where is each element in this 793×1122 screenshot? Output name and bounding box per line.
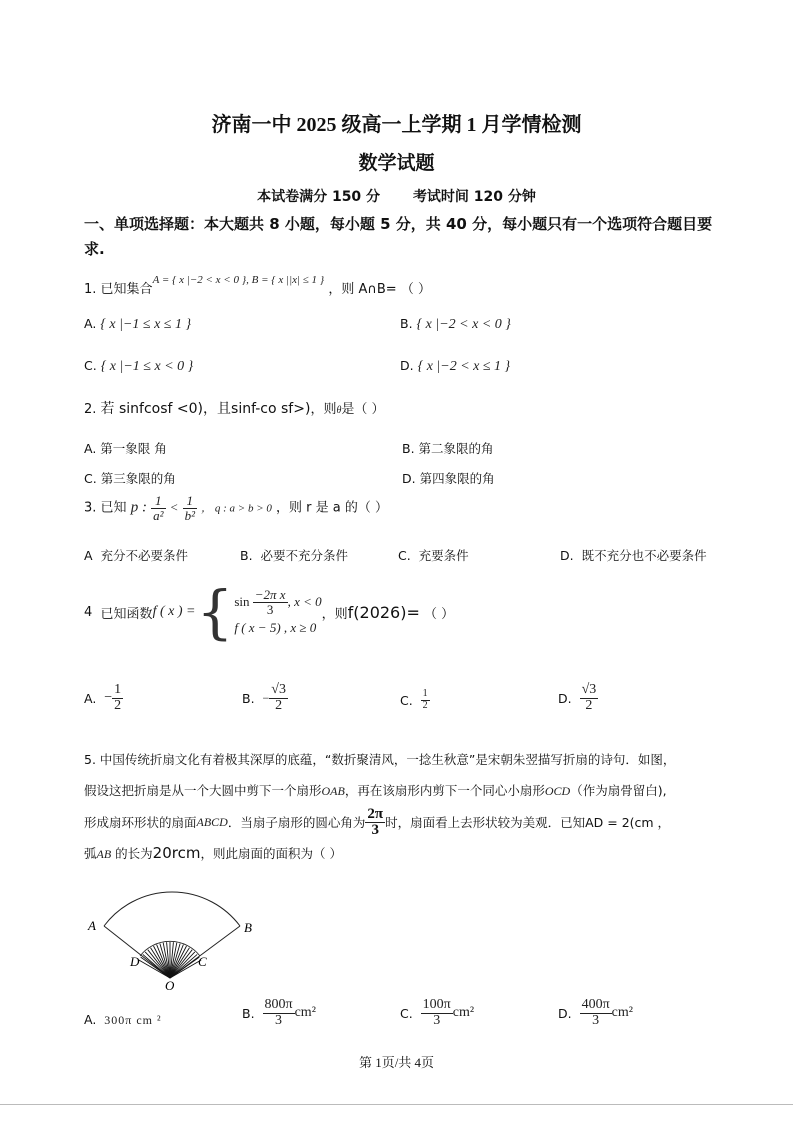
question-number: 4 bbox=[84, 604, 93, 620]
question-number: 1. bbox=[84, 282, 97, 297]
option-a[interactable]: A. − $\frac{1}{2}$ bbox=[84, 682, 122, 713]
edge-oa bbox=[104, 926, 170, 978]
label-a: A bbox=[88, 918, 96, 933]
exam-title: 济南一中 2025 级高一上学期 1 月学情检测 bbox=[211, 114, 582, 136]
question-text: 是（ ） bbox=[341, 402, 385, 417]
less-than: < bbox=[169, 499, 179, 515]
q5-line-1: 5. 中国传统折扇文化有着极其深厚的底蕴，“数折聚清风，一捻生秋意”是宋朝朱翌描写折扇的诗句．如图， bbox=[84, 752, 676, 767]
question-text: 若 sinfcosf <0) bbox=[100, 401, 204, 417]
option-d[interactable]: D. 既不充分也不必要条件 bbox=[560, 548, 707, 563]
option-b[interactable]: B. $\frac{800\pi}{3}$ cm² bbox=[242, 997, 316, 1028]
case-2: f ( x − 5) , x ≥ 0 bbox=[234, 620, 317, 636]
option-b[interactable]: B. { x |−2 < x < 0 } bbox=[400, 316, 511, 332]
page-number: 第 1页/共 4页 bbox=[358, 1055, 435, 1070]
page-divider bbox=[0, 1104, 793, 1105]
theta-symbol: θ bbox=[336, 405, 342, 416]
question-3 bbox=[84, 494, 388, 522]
set-b: , B = { x ||x| ≤ 1 } bbox=[246, 274, 325, 286]
option-c[interactable]: C. 第三象限的角 bbox=[84, 471, 176, 486]
question-text: 已知 bbox=[100, 500, 127, 516]
question-text: ，则 bbox=[310, 402, 337, 417]
question-text: ，且sinf-co sf>) bbox=[203, 401, 311, 417]
option-c[interactable]: C. 充要条件 bbox=[398, 548, 469, 563]
query-expression: f(2026)= bbox=[347, 602, 420, 622]
exam-subtitle: 数学试题 bbox=[358, 152, 435, 174]
piecewise-brace: { bbox=[196, 578, 234, 646]
option-c[interactable]: C. $\frac{100\pi}{3}$ cm² bbox=[400, 997, 475, 1028]
question-2 bbox=[84, 398, 385, 418]
outer-arc bbox=[104, 892, 240, 926]
piecewise-cases bbox=[234, 588, 321, 636]
fraction: $\frac{1}{\text{b²}}$ bbox=[184, 493, 195, 523]
time-info: 考试时间 120 分钟 bbox=[412, 189, 536, 205]
option-d[interactable]: D. 第四象限的角 bbox=[402, 471, 495, 486]
p-label: p : bbox=[130, 499, 147, 516]
case-1: sin $\frac{\text{−2π x}}{3}$ , x < 0 bbox=[234, 586, 322, 617]
question-number: 3. bbox=[84, 500, 97, 516]
question-1 bbox=[84, 274, 431, 297]
q5-line-2: 假设这把折扇是从一个大圆中剪下一个扇形OAB，再在该扇形内剪下一个同心小扇形OCD（作为扇骨留白), bbox=[84, 783, 667, 798]
option-d[interactable]: D. $\frac{√3}{2}$ bbox=[558, 682, 597, 713]
option-a[interactable]: A. { x |−1 ≤ x ≤ 1 } bbox=[84, 316, 192, 332]
answer-paren: （ ） bbox=[400, 282, 431, 297]
label-b: B bbox=[244, 920, 252, 935]
option-b[interactable]: B. − $\frac{√3}{2}$ bbox=[242, 682, 286, 713]
question-number: 2. bbox=[84, 402, 97, 417]
label-o: O bbox=[165, 978, 175, 992]
q5-line-3: 形成扇环形状的扇面 ABCD ．当扇子扇形的圆心角为 $\frac{2\pi}{3}$ 时，扇面看上去形状较为美观．已知AD = 2(cm ， bbox=[84, 806, 671, 838]
answer-paren: （ ） bbox=[424, 606, 455, 622]
fan-figure bbox=[82, 880, 262, 992]
fraction: $\frac{1}{\text{a²}}$ bbox=[153, 493, 164, 523]
option-d[interactable]: D. $\frac{400\pi}{3}$ cm² bbox=[558, 997, 633, 1028]
option-b[interactable]: B. 第二象限的角 bbox=[402, 441, 494, 456]
score-info: 本试卷满分 150 分 bbox=[257, 189, 381, 205]
question-text: 已知集合 bbox=[100, 282, 153, 297]
label-d: D bbox=[130, 954, 140, 969]
fan-ribs bbox=[139, 942, 201, 978]
option-c[interactable]: C. $\frac{1}{2}$ bbox=[400, 688, 428, 711]
function-label: f ( x ) = bbox=[152, 604, 196, 619]
label-c: C bbox=[198, 954, 207, 969]
question-text: ，则 r 是 a 的（ ） bbox=[276, 500, 388, 516]
option-a[interactable]: A. 300π cm ² bbox=[84, 1012, 162, 1027]
section-heading: 一、单项选择题：本大题共 8 小题，每小题 5 分，共 40 分，每小题只有一个选项符合题目要求. bbox=[84, 215, 713, 258]
question-text: ，则 A∩B= bbox=[328, 282, 397, 297]
option-a[interactable]: A. 第一象限 角 bbox=[84, 441, 167, 456]
exam-info bbox=[0, 186, 793, 206]
q-condition: ， q : a > b > 0 bbox=[201, 502, 272, 515]
question-text: ，则 bbox=[321, 606, 348, 622]
option-b[interactable]: B. 必要不充分条件 bbox=[240, 548, 349, 563]
question-4 bbox=[84, 578, 455, 646]
question-5 bbox=[84, 744, 714, 870]
option-a[interactable]: A 充分不必要条件 bbox=[84, 548, 189, 563]
question-text: 已知函数 bbox=[100, 606, 153, 622]
fan-rib bbox=[148, 950, 170, 978]
option-c[interactable]: C. { x |−1 ≤ x < 0 } bbox=[84, 358, 194, 374]
q5-line-4: 弧AB 的长为20rcm，则此扇面的面积为（ ） bbox=[84, 844, 342, 862]
option-d[interactable]: D. { x |−2 < x ≤ 1 } bbox=[400, 358, 511, 374]
set-a: A = { x |−2 < x < 0 } bbox=[152, 274, 247, 286]
